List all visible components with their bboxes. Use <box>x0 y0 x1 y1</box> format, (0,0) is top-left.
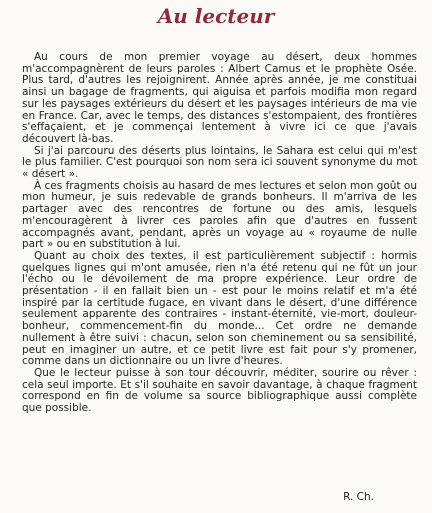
preface-body <box>22 52 417 415</box>
page-title: Au lecteur <box>157 4 275 28</box>
author-signature: R. Ch. <box>343 491 374 503</box>
paragraph-1: Au cours de mon premier voyage au désert, deux hommes m'accompagnèrent de leurs paroles : Albert Camus et le prophète Osée. Plus tard, d'autres les rejoignirent. Année après année, je me constituai ainsi un bagage de fragments, qui aiguisa et parfois modifia mon regard sur les paysages extérieurs du désert et les paysages intérieurs de ma vie en France. Car, avec le temps, des distances s'estompaient, des frontières s'effaçaient, et je commençai lentement à vivre ici ce que j'avais découvert là-bas. <box>22 51 417 145</box>
paragraph-2: Si j'ai parcouru des déserts plus lointains, le Sahara est celui qui m'est le plus familier. C'est pourquoi son nom sera ici souvent synonyme du mot « désert ». <box>22 144 417 181</box>
paragraph-4: Quant au choix des textes, il est particulièrement subjectif : hormis quelques lignes qui m'ont amusée, rien n'a été retenu qui ne fût un jour l'écho ou le dévoilement de ma propre expérience. Leur ordre de présentation - il en fallait bien un - est pour le moins relatif et m'a été inspiré par la certitude fugace, en vivant dans le désert, d'une différence seulement apparente des contraires - instant-éternité, vie-mort, douleur-bonheur, commencement-fin du monde... Cet ordre ne demande nullement à être suivi : chacun, selon son cheminement ou sa sensibilité, peut en imaginer un autre, et ce petit livre est fait pour s'y promener, comme dans un dictionnaire ou un livre d'heures. <box>22 249 417 368</box>
paragraph-5: Que le lecteur puisse à son tour découvrir, méditer, sourire ou rêver : cela seul importe. Et s'il souhaite en savoir davantage, à chaque fragment correspond en fin de volume sa source bibliographique aussi complète que possible. <box>22 366 417 415</box>
paragraph-3: À ces fragments choisis au hasard de mes lectures et selon mon goût ou mon humeur, je suis redevable de grands bonheurs. Il m'arriva de les partager avec des rencontres de fortune ou des amis, lesquels m'encouragèrent à livrer ces paroles afin que d'autres en fussent accompagnés avant, pendant, après un voyage au « royaume de nulle part » ou en substitution à lui. <box>22 179 417 251</box>
